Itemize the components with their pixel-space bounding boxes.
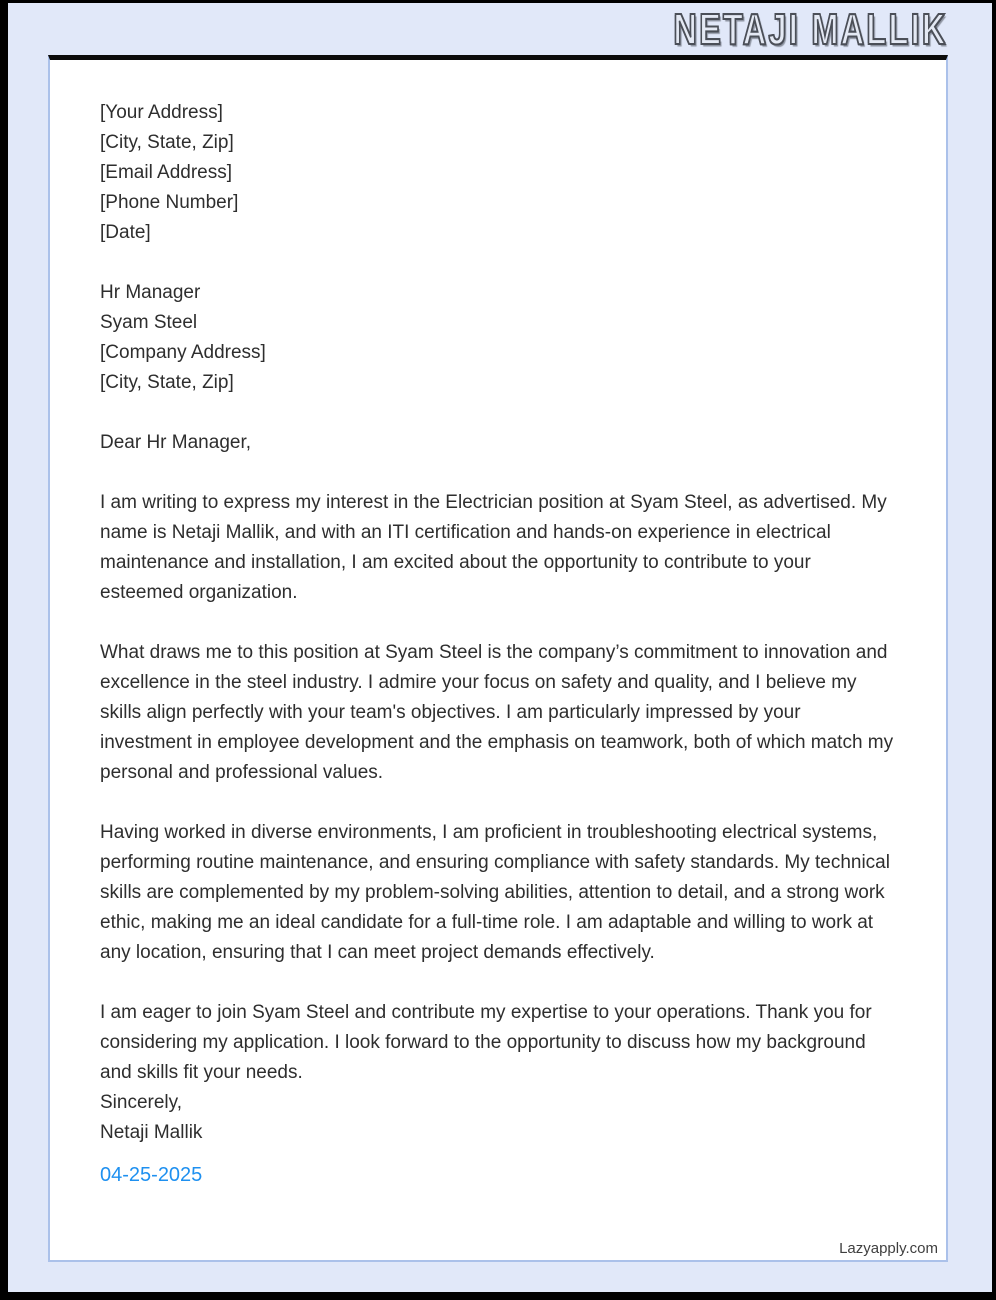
body-paragraph-4: I am eager to join Syam Steel and contribute my expertise to your operations. Thank you for considering my application. I look forward to the opportunity to discuss how my background and skills fit your needs. bbox=[100, 1002, 872, 1083]
letter-page bbox=[48, 55, 948, 1262]
signature-name: Netaji Mallik bbox=[100, 1122, 203, 1143]
body-paragraph-1: I am writing to express my interest in the Electrician position at Syam Steel, as advertised. My name is Netaji Mallik, and with an ITI certification and hands-on experience in electrical maintenance and installation, I am excited about the opportunity to contribute to your esteemed organization. bbox=[100, 492, 887, 603]
letter-date-link[interactable]: 04-25-2025 bbox=[100, 1164, 203, 1186]
candidate-name-header: NETAJI MALLIK bbox=[673, 5, 948, 54]
recipient-address-line: [Company Address] bbox=[100, 342, 266, 363]
sign-off: Sincerely, bbox=[100, 1092, 183, 1113]
recipient-block bbox=[100, 278, 896, 398]
sender-date-line: [Date] bbox=[100, 222, 151, 243]
header bbox=[8, 3, 992, 55]
sender-phone-line: [Phone Number] bbox=[100, 192, 239, 213]
sender-address-line: [Your Address] bbox=[100, 102, 223, 123]
body-paragraph-3: Having worked in diverse environments, I am proficient in troubleshooting electrical systems, performing routine maintenance, and ensuring compliance with safety standards. My technical skills are complemented by my problem-solving abilities, attention to detail, and a strong work ethic, making me an ideal candidate for a full-time role. I am adaptable and willing to work at any location, ensuring that I can meet project demands effectively. bbox=[100, 822, 890, 963]
recipient-company-line: Syam Steel bbox=[100, 312, 198, 333]
sender-city-line: [City, State, Zip] bbox=[100, 132, 234, 153]
recipient-city-line: [City, State, Zip] bbox=[100, 372, 234, 393]
sender-address-block bbox=[100, 98, 896, 248]
closing-block bbox=[100, 1088, 896, 1148]
recipient-title-line: Hr Manager bbox=[100, 282, 201, 303]
body-paragraph-2: What draws me to this position at Syam Steel is the company’s commitment to innovation and excellence in the steel industry. I admire your focus on safety and quality, and I believe my skills align perfectly with your team's objectives. I am particularly impressed by your investment in employee development and the emphasis on teamwork, both of which match my personal and professional values. bbox=[100, 642, 894, 783]
lazyapply-watermark[interactable]: Lazyapply.com bbox=[839, 1240, 938, 1257]
sender-email-line: [Email Address] bbox=[100, 162, 232, 183]
salutation: Dear Hr Manager, bbox=[100, 432, 252, 453]
